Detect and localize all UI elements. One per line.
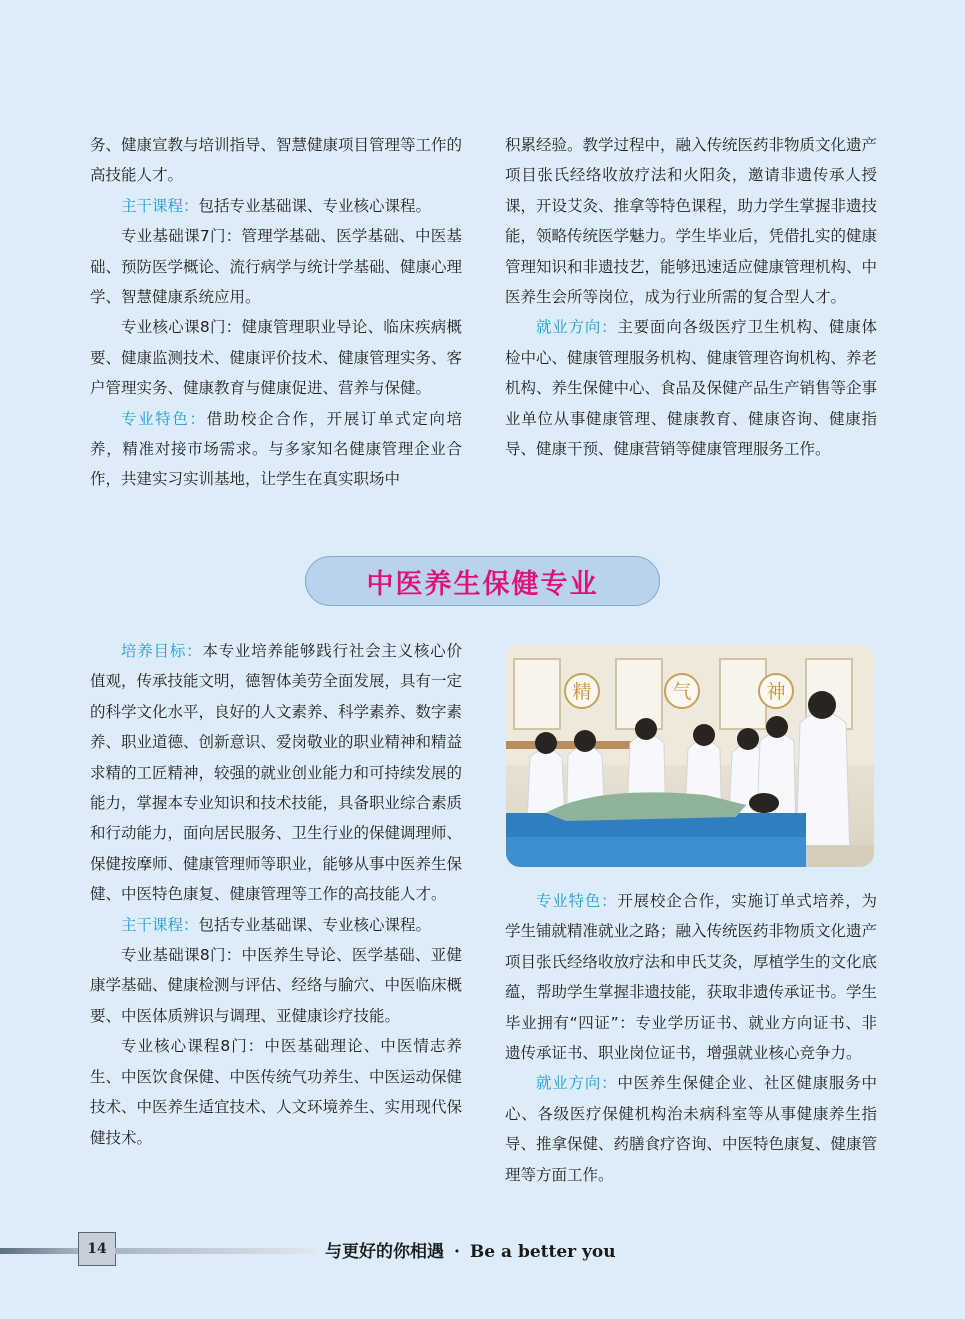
paragraph-text: 积累经验。教学过程中，融入传统医药非物质文化遗产项目张氏经络收放疗法和火阳灸，邀请非遗传承人授课，开设艾灸、推拿等特色课程，助力学生掌握非遗技能，领略传统医学魅力。学生毕业后，凭借扎实的健康管理知识和非遗技艺，能够迅速适应健康管理机构、中医养生会所等岗位，成为行业所需的复合型人才。 — [505, 136, 878, 307]
right-column-top — [505, 130, 877, 464]
paragraph-label: 就业方向： — [536, 318, 618, 337]
section-title: 中医养生保健专业 — [366, 568, 599, 600]
paragraph-text: 开展校企合作，实施订单式培养，为学生铺就精准就业之路；融入传统医药非物质文化遗产项目张氏经络收放疗法和申氏艾灸，厚植学生的文化底蕴，帮助学生掌握非遗技能，获取非遗传承证书。学生毕业拥有“四证”：专业学历证书、就业方向证书、非遗传承证书、职业岗位证书，增强就业核心竞争力。 — [505, 892, 878, 1063]
paragraph — [90, 312, 462, 403]
paragraph-text: 专业核心课程8门：中医基础理论、中医情志养生、中医饮食保健、中医传统气功养生、中医运动保健技术、中医养生适宜技术、人文环境养生、实用现代保健技术。 — [90, 1037, 463, 1147]
paragraph-text: 务、健康宣教与培训指导、智慧健康项目管理等工作的高技能人才。 — [90, 136, 463, 185]
paragraph — [90, 130, 462, 191]
paragraph — [90, 221, 462, 312]
page-number: 14 — [78, 1232, 116, 1266]
footer-rule-right — [115, 1248, 315, 1254]
paragraph-text: 专业核心课8门：健康管理职业导论、临床疾病概要、健康监测技术、健康评价技术、健康管理实务、客户管理实务、健康教育与健康促进、营养与保健。 — [90, 318, 463, 398]
paragraph — [505, 130, 877, 312]
paragraph — [90, 191, 462, 221]
paragraph-label: 主干课程： — [121, 915, 199, 934]
paragraph-text: 包括专业基础课、专业核心课程。 — [198, 915, 432, 934]
section-title-banner — [305, 556, 660, 606]
paragraph-text: 借助校企合作，开展订单式定向培养，精准对接市场需求。与多家知名健康管理企业合作，共建实习实训基地，让学生在真实职场中 — [90, 409, 462, 489]
left-column-bottom — [90, 636, 462, 1153]
slogan-separator: · — [454, 1242, 460, 1262]
slogan-english: Be a better you — [469, 1242, 616, 1262]
paragraph — [505, 312, 877, 464]
paragraph — [90, 636, 462, 910]
slogan-chinese: 与更好的你相遇 — [325, 1242, 444, 1262]
paragraph-text: 中医养生保健企业、社区健康服务中心、各级医疗保健机构治未病科室等从事健康养生指导、推拿保健、药膳食疗咨询、中医特色康复、健康管理等方面工作。 — [505, 1074, 878, 1184]
paragraph-text: 本专业培养能够践行社会主义核心价值观，传承技能文明，德智体美劳全面发展，具有一定的科学文化水平，良好的人文素养、科学素养、数字素养、职业道德、创新意识、爱岗敬业的职业精神和精益求精的工匠精神，较强的就业创业能力和可持续发展的能力，掌握本专业知识和技术技能，具备职业综合素质和行动能力，面向居民服务、卫生行业的保健调理师、保健按摩师、健康管理师等职业，能够从事中医养生保健、中医特色康复、健康管理等工作的高技能人才。 — [90, 642, 463, 904]
paragraph — [90, 910, 462, 940]
wall-char-1: 精 — [572, 681, 592, 703]
paragraph — [90, 404, 462, 495]
paragraph-label: 就业方向： — [536, 1074, 618, 1093]
wall-char-2: 气 — [672, 681, 692, 703]
footer-rule-left — [0, 1248, 80, 1254]
paragraph-label: 专业特色： — [121, 409, 207, 428]
paragraph — [505, 886, 877, 1068]
paragraph — [90, 940, 462, 1031]
paragraph-label: 培养目标： — [121, 642, 203, 660]
wall-char-3: 神 — [766, 681, 786, 703]
paragraph-label: 专业特色： — [536, 892, 618, 910]
paragraph-label: 主干课程： — [121, 196, 199, 215]
paragraph-text: 包括专业基础课、专业核心课程。 — [198, 196, 432, 215]
paragraph-text: 主要面向各级医疗卫生机构、健康体检中心、健康管理服务机构、健康管理咨询机构、养老机构、养生保健中心、食品及保健产品生产销售等企事业单位从事健康管理、健康教育、健康咨询、健康指导、健康干预、健康营销等健康管理服务工作。 — [505, 318, 878, 459]
left-column-top — [90, 130, 462, 495]
classroom-photo — [506, 645, 874, 867]
paragraph-text: 专业基础课8门：中医养生导论、医学基础、亚健康学基础、健康检测与评估、经络与腧穴、中医临床概要、中医体质辨识与调理、亚健康诊疗技能。 — [90, 946, 463, 1025]
footer-slogan — [325, 1237, 616, 1261]
paragraph-text: 专业基础课7门：管理学基础、医学基础、中医基础、预防医学概论、流行病学与统计学基础、健康心理学、智慧健康系统应用。 — [90, 227, 463, 307]
paragraph — [505, 1068, 877, 1190]
paragraph — [90, 1031, 462, 1153]
right-column-bottom — [505, 886, 877, 1190]
